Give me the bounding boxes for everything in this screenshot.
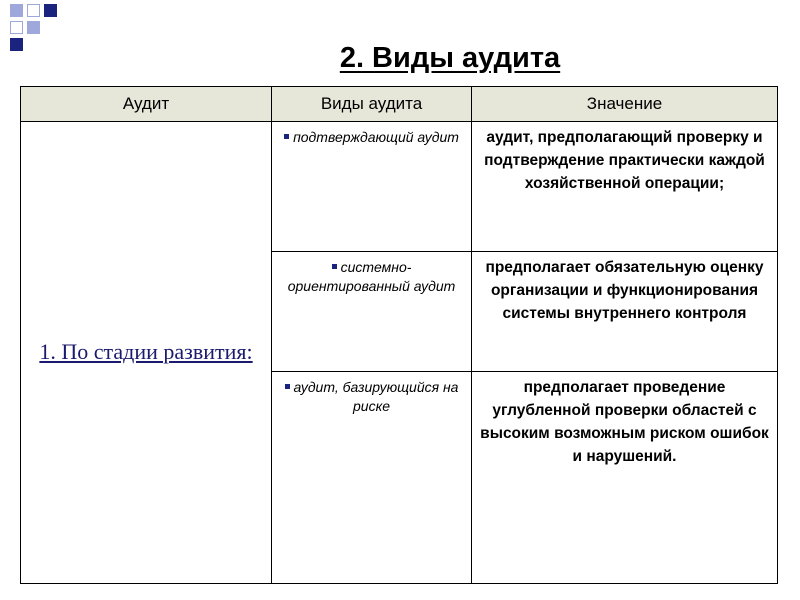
audit-type-text: системно-ориентированный аудит: [287, 259, 456, 294]
audit-types-table: [20, 86, 778, 584]
header-audit: Аудит: [21, 87, 272, 122]
table-row: [21, 122, 778, 252]
table-header-row: [21, 87, 778, 122]
bullet-icon: [332, 264, 337, 269]
deco-square: [10, 4, 23, 17]
stage-cell: [21, 122, 272, 584]
meaning-cell: аудит, предполагающий проверку и подтверждение практически каждой хозяйственной операции;: [472, 122, 778, 252]
deco-square: [27, 4, 40, 17]
deco-square: [10, 21, 23, 34]
deco-square: [27, 21, 40, 34]
audit-type-cell: [272, 122, 472, 252]
audit-type-text: подтверждающий аудит: [293, 129, 459, 145]
deco-square: [44, 4, 57, 17]
stage-label: 1. По стадии развития:: [39, 339, 253, 365]
bullet-icon: [284, 134, 289, 139]
meaning-cell: предполагает обязательную оценку организации и функционирования системы внутреннего контроля: [472, 252, 778, 372]
slide-title: 2. Виды аудита: [339, 42, 561, 74]
audit-type-text: аудит, базирующийся на риске: [293, 379, 459, 414]
bullet-icon: [285, 384, 290, 389]
audit-type-cell: [272, 252, 472, 372]
audit-type-cell: [272, 372, 472, 584]
header-audit-types: Виды аудита: [272, 87, 472, 122]
meaning-cell: предполагает проведение углубленной проверки областей с высоким возможным риском ошибок и нарушений.: [472, 372, 778, 584]
header-meaning: Значение: [472, 87, 778, 122]
